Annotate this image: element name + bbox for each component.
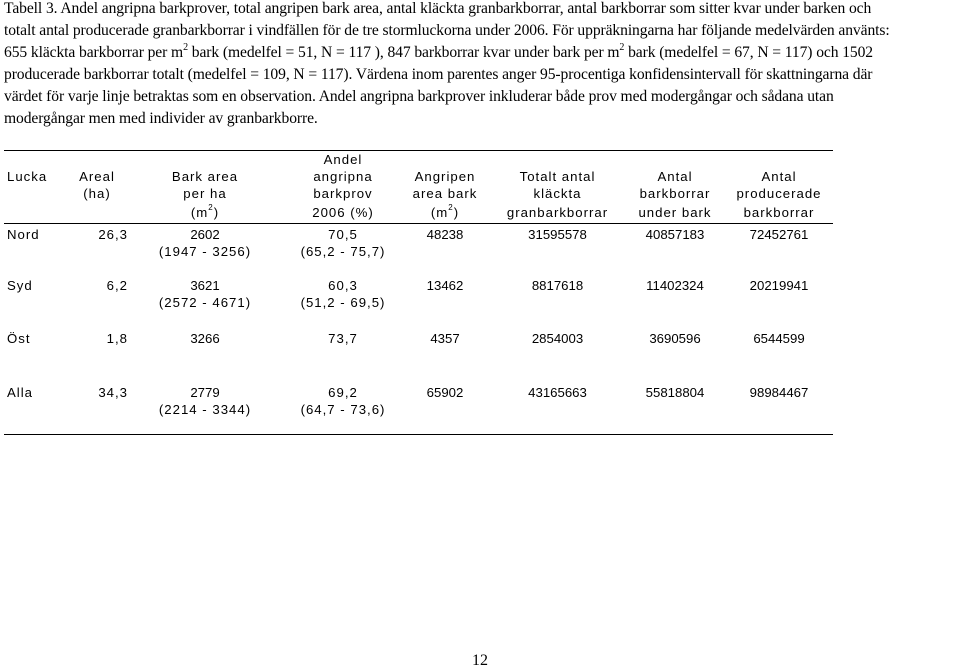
header-line: Antal	[761, 169, 797, 184]
page-number: 12	[472, 652, 488, 669]
cell-bark-ci: (1947 - 3256)	[158, 244, 252, 259]
header-line: Areal	[79, 169, 115, 184]
header-kvar	[620, 168, 730, 221]
header-andel	[283, 151, 403, 221]
superscript: 2	[619, 41, 625, 53]
caption-line: totalt antal producerade granbarkborrar i vindfällen för de tre stormluckorna under 2006. För uppräkningarna har följande medelvärden använts:	[4, 22, 890, 39]
cell-andel: 70,5	[328, 227, 358, 242]
header-line: producerade	[736, 186, 822, 201]
header-line: Andel	[323, 152, 363, 167]
cell-bark: 2779	[190, 385, 220, 400]
header-line: barkborrar	[639, 186, 711, 201]
cell-producerade: 20219941	[749, 278, 809, 293]
header-producerade	[722, 168, 836, 221]
header-line: barkprov	[313, 186, 373, 201]
cell-producerade: 72452761	[749, 227, 809, 242]
header-klackta	[490, 168, 625, 221]
cell-producerade: 6544599	[753, 331, 805, 346]
header-bark-area	[150, 168, 260, 221]
cell-kvar: 11402324	[646, 278, 704, 293]
caption-text: bark (medelfel = 51, N = 117 ), 847 barkborrar kvar under bark per m	[187, 44, 620, 61]
caption-line: producerade barkborrar totalt (medelfel = 109, N = 117). Värdena inom parentes anger 95-procentiga konfidensintervall för skattningarna där	[4, 66, 873, 83]
cell-bark: 3621	[190, 278, 220, 293]
cell-lucka: Alla	[7, 385, 33, 400]
header-line: area bark	[412, 186, 478, 201]
cell-andel: 73,7	[328, 331, 358, 346]
header-line: $(m^2)$	[190, 202, 220, 220]
cell-angripen: 65902	[426, 385, 464, 400]
cell-lucka: Syd	[7, 278, 33, 293]
cell-areal: 34,3	[98, 385, 128, 400]
cell-angripen: 13462	[426, 278, 464, 293]
cell-kvar: 40857183	[645, 227, 705, 242]
header-lucka: Lucka	[7, 169, 48, 184]
header-line: per ha	[183, 186, 227, 201]
cell-producerade: 98984467	[749, 385, 809, 400]
table-caption	[4, 0, 958, 130]
cell-angripen: 48238	[426, 227, 464, 242]
cell-kvar: 3690596	[649, 331, 701, 346]
header-line: Angripen	[414, 169, 476, 184]
cell-bark: 2602	[190, 227, 220, 242]
cell-klackta: 43165663	[528, 385, 587, 400]
header-line: barkborrar	[743, 205, 815, 220]
header-line: kläckta	[533, 186, 582, 201]
caption-text: 655 kläckta barkborrar per m	[4, 44, 184, 61]
header-line: Antal	[657, 169, 693, 184]
header-line: under bark	[638, 205, 712, 220]
header-line: Totalt antal	[519, 169, 596, 184]
cell-lucka: Nord	[7, 227, 40, 242]
cell-angripen: 4357	[430, 331, 460, 346]
cell-bark-ci: (2214 - 3344)	[158, 402, 252, 417]
header-bottom-rule	[4, 223, 833, 224]
caption-line: modergångar men med individer av granbarkborre.	[4, 110, 318, 127]
caption-line: Tabell 3. Andel angripna barkprover, total angripen bark area, antal kläckta granbarkborrar, antal barkborrar som sitter kvar under barken och	[4, 0, 872, 17]
cell-andel: 69,2	[328, 385, 358, 400]
cell-andel-ci: (65,2 - 75,7)	[300, 244, 386, 259]
header-angripen	[400, 168, 490, 221]
caption-text: bark (medelfel = 67, N = 117) och 1502	[624, 44, 873, 61]
superscript: 2	[448, 202, 454, 212]
caption-line	[4, 42, 958, 64]
header-line: granbarkborrar	[506, 205, 609, 220]
header-line: (ha)	[83, 186, 111, 201]
cell-bark: 3266	[190, 331, 220, 346]
cell-areal: 1,8	[106, 331, 128, 346]
header-line: 2006 (%)	[312, 205, 374, 220]
header-line: angripna	[313, 169, 373, 184]
cell-klackta: 2854003	[531, 331, 584, 346]
cell-klackta: 31595578	[528, 227, 587, 242]
table-bottom-rule	[4, 434, 833, 435]
table-top-rule	[4, 150, 833, 151]
cell-areal: 26,3	[98, 227, 128, 242]
superscript: 2	[208, 202, 214, 212]
header-areal	[66, 168, 128, 202]
cell-andel: 60,3	[328, 278, 358, 293]
cell-andel-ci: (51,2 - 69,5)	[300, 295, 386, 310]
cell-bark-ci: (2572 - 4671)	[158, 295, 252, 310]
header-line: Bark area	[171, 169, 239, 184]
cell-klackta: 8817618	[531, 278, 584, 293]
cell-lucka: Öst	[7, 331, 31, 346]
cell-kvar: 55818804	[645, 385, 705, 400]
cell-andel-ci: (64,7 - 73,6)	[300, 402, 386, 417]
cell-areal: 6,2	[106, 278, 128, 293]
superscript: 2	[183, 41, 188, 53]
header-line: $(m^2)$	[430, 202, 460, 220]
caption-line: värdet för varje linje betraktas som en observation. Andel angripna barkprover inkluderar både prov med modergångar och sådana utan	[4, 88, 834, 105]
